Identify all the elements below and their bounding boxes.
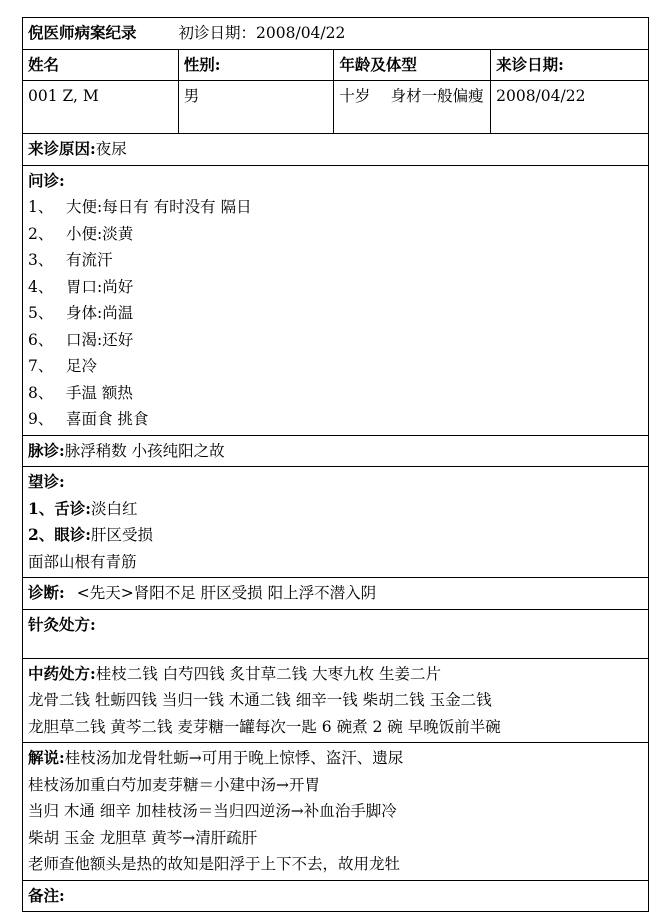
inquiry-item-text: 小便:淡黄 [66,224,134,243]
inquiry-item-text: 口渴:还好 [66,330,134,349]
acupuncture-label: 针灸处方: [28,614,96,634]
herbal-line-3: 龙胆草二钱 黄芩二钱 麦芽糖一罐每次一匙 6 碗煮 2 碗 早晚饭前半碗 [28,717,501,736]
inquiry-item-text: 有流汗 [66,251,113,269]
inquiry-item-text: 大便:每日有 有时没有 隔日 [66,198,252,216]
tongue-label: 1、舌诊: [28,498,92,518]
inquiry-cell [23,165,649,435]
explanation-line-2: 桂枝汤加重白芍加麦芽糖＝小建中汤→开胃 [28,775,320,794]
inquiry-item [28,406,643,433]
patient-age: 十岁 [339,87,371,105]
herbal-line-2: 龙骨二钱 牡蛎四钱 当归一钱 木通二钱 细辛一钱 柴胡二钱 玉金二钱 [28,691,492,709]
age-label: 年龄及体型 [334,49,491,81]
inquiry-item [28,247,643,274]
inquiry-item-index: 8、 [28,383,54,402]
remarks-label: 备注: [28,885,65,905]
diagnosis-value: <先天>肾阳不足 肝区受损 阳上浮不潜入阴 [76,584,377,602]
tongue-value: 淡白红 [91,499,138,518]
pulse-label: 脉诊: [28,440,65,460]
remarks-row [23,880,649,912]
medical-record-table [22,17,649,912]
inquiry-item-index: 3、 [28,251,54,269]
explanation-line-1 [28,745,643,772]
name-label: 姓名 [23,49,179,81]
observation-note: 面部山根有青筋 [28,552,137,571]
inquiry-item [28,353,643,380]
eye-label: 2、眼诊: [28,525,92,544]
inquiry-item-index: 9、 [28,410,54,428]
observation-row [23,467,649,578]
explanation-text-1: 桂枝汤加龙骨牡蛎→可用于晚上惊悸、盗汗、遗尿 [64,749,404,767]
acupuncture-row [23,609,649,658]
inquiry-item-text: 足冷 [66,357,98,375]
gender-label: 性别: [178,49,334,81]
explanation-line-4: 柴胡 玉金 龙胆草 黄芩→清肝疏肝 [28,828,258,847]
inquiry-item [28,221,643,248]
inquiry-item-index: 1、 [28,198,54,216]
diagnosis-label: 诊断: [28,583,65,602]
patient-values-row [23,81,649,134]
inquiry-item [28,274,643,301]
pulse-value: 脉浮稍数 小孩纯阳之故 [64,441,225,460]
acupuncture-cell [23,609,649,658]
reason-label: 来诊原因: [28,139,96,158]
header-cell [23,18,649,50]
inquiry-row [23,165,649,435]
visit-date-label: 来诊日期: [491,49,649,81]
reason-cell [23,134,649,166]
inquiry-label: 问诊: [28,170,65,190]
patient-build: 身材一般偏瘦 [390,87,484,105]
pulse-cell [23,435,649,467]
inquiry-item-index: 2、 [28,224,54,243]
patient-header-row [23,49,649,81]
record-title: 倪医师病案纪录 [28,23,137,42]
patient-gender: 男 [178,81,334,134]
eye-line [28,522,643,549]
first-visit-date: 2008/04/22 [256,24,346,42]
patient-age-build [334,81,491,134]
inquiry-item-text: 胃口:尚好 [66,277,134,296]
inquiry-item-text: 手温 额热 [66,383,133,402]
explanation-line-5: 老师查他额头是热的故知是阳浮于上下不去，故用龙牡 [28,855,401,873]
herbal-text-1: 桂枝二钱 白芍四钱 炙甘草二钱 大枣九枚 生姜二片 [95,664,441,683]
remarks-cell [23,880,649,912]
reason-value: 夜尿 [95,140,127,158]
eye-value: 肝区受损 [91,526,154,544]
inquiry-item-index: 6、 [28,330,54,349]
herbal-line-1 [28,661,643,688]
explanation-line-3: 当归 木通 细辛 加桂枝汤＝当归四逆汤→补血治手脚冷 [28,802,397,820]
inquiry-item [28,380,643,407]
observation-cell [23,467,649,578]
patient-name: 001 Z, M [23,81,179,134]
diagnosis-cell [23,578,649,610]
patient-visit-date: 2008/04/22 [491,81,649,134]
inquiry-item-index: 4、 [28,277,54,296]
inquiry-item [28,327,643,354]
header-row [23,18,649,50]
reason-row [23,134,649,166]
pulse-row [23,435,649,467]
explanation-cell [23,743,649,881]
observation-label: 望诊: [28,472,65,491]
tongue-line [28,496,643,523]
diagnosis-row [23,578,649,610]
herbal-label: 中药处方: [28,663,96,683]
inquiry-item [28,300,643,327]
inquiry-item-text: 身体:尚温 [66,304,134,322]
inquiry-item-index: 5、 [28,304,54,322]
first-visit-label: 初诊日期： [178,24,257,42]
herbal-cell [23,658,649,743]
explanation-label: 解说: [28,748,65,767]
inquiry-item-text: 喜面食 挑食 [66,410,149,428]
inquiry-item-index: 7、 [28,357,54,375]
inquiry-item [28,194,643,221]
explanation-row [23,743,649,881]
herbal-row [23,658,649,743]
